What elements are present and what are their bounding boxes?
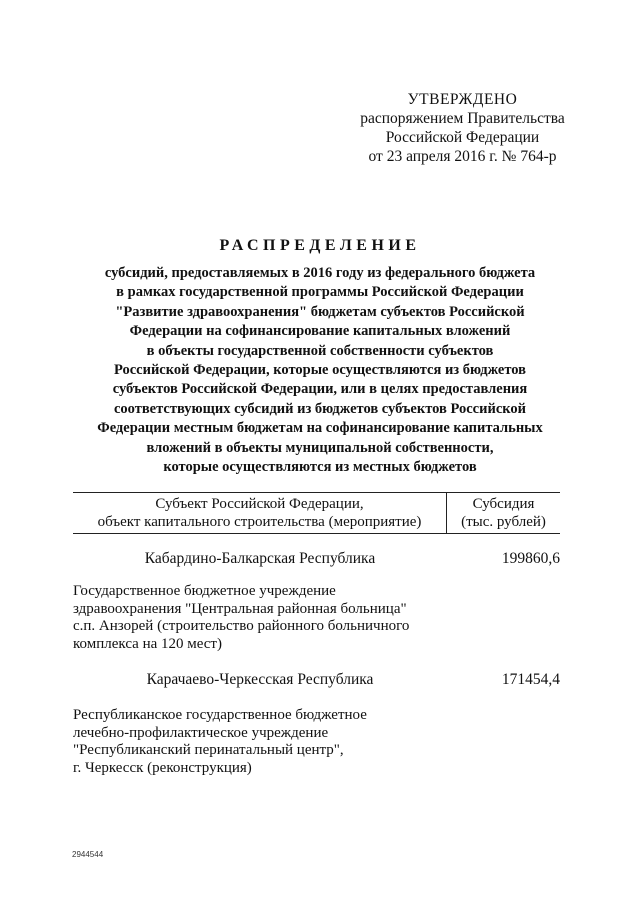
subtitle-line: субъектов Российской Федерации, или в целях предоставления — [112, 381, 528, 398]
subtitle-line: соответствующих субсидий из бюджетов субъектов Российской — [113, 400, 527, 417]
subtitle-line: вложений в объекты муниципальной собственности, — [146, 439, 494, 456]
project-line: с.п. Анзорей (строительство районного больничного — [73, 618, 410, 634]
document-title: РАСПРЕДЕЛЕНИЕ — [219, 237, 421, 254]
header-subject-column — [73, 493, 447, 533]
project-line: здравоохранения "Центральная районная больница" — [73, 600, 407, 617]
project-line: г. Черкесск (реконструкция) — [73, 759, 252, 776]
header-subsidy-column — [447, 493, 560, 533]
header-subsidy-line: (тыс. рублей) — [461, 514, 546, 530]
document-code: 2944544 — [72, 850, 104, 859]
region-name: Кабардино-Балкарская Республика — [144, 550, 376, 567]
subtitle-line: Федерации местным бюджетам на софинансирование капитальных — [97, 420, 543, 437]
subsidy-amount: 199860,6 — [501, 550, 560, 567]
subtitle-line: Федерации на софинансирование капитальных вложений — [129, 323, 511, 340]
project-line: комплекса на 120 мест) — [73, 635, 222, 652]
project-line: Государственное бюджетное учреждение — [73, 583, 336, 599]
header-subject-line: объект капитального строительства (мероприятие) — [97, 514, 422, 530]
subtitle-line: которые осуществляются из местных бюджетов — [163, 459, 477, 476]
project-line: лечебно-профилактическое учреждение — [73, 724, 329, 741]
project-description — [73, 583, 453, 653]
table-header — [73, 492, 560, 534]
approval-title: УТВЕРЖДЕНО — [407, 91, 518, 108]
approval-line: распоряжением Правительства — [360, 110, 565, 127]
approval-block — [340, 90, 585, 166]
region-name: Карачаево-Черкесская Республика — [146, 671, 374, 688]
subsidy-amount: 171454,4 — [501, 671, 560, 688]
document-subtitle — [60, 264, 580, 477]
subtitle-line: Российской Федерации, которые осуществляются из бюджетов — [113, 362, 527, 379]
approval-line: Российской Федерации — [385, 129, 540, 146]
approval-line: от 23 апреля 2016 г. № 764-р — [368, 148, 557, 165]
project-line: Республиканское государственное бюджетное — [73, 707, 367, 723]
subtitle-line: субсидий, предоставляемых в 2016 году из федерального бюджета — [104, 265, 536, 281]
subtitle-line: в рамках государственной программы Российской Федерации — [116, 284, 524, 301]
subtitle-line: в объекты государственной собственности субъектов — [146, 342, 494, 359]
header-subject-line: Субъект Российской Федерации, — [155, 496, 364, 512]
header-subsidy-line: Субсидия — [472, 496, 535, 512]
project-line: "Республиканский перинатальный центр", — [73, 742, 344, 758]
subtitle-line: "Развитие здравоохранения" бюджетам субъектов Российской — [115, 303, 525, 320]
project-description — [73, 707, 453, 777]
